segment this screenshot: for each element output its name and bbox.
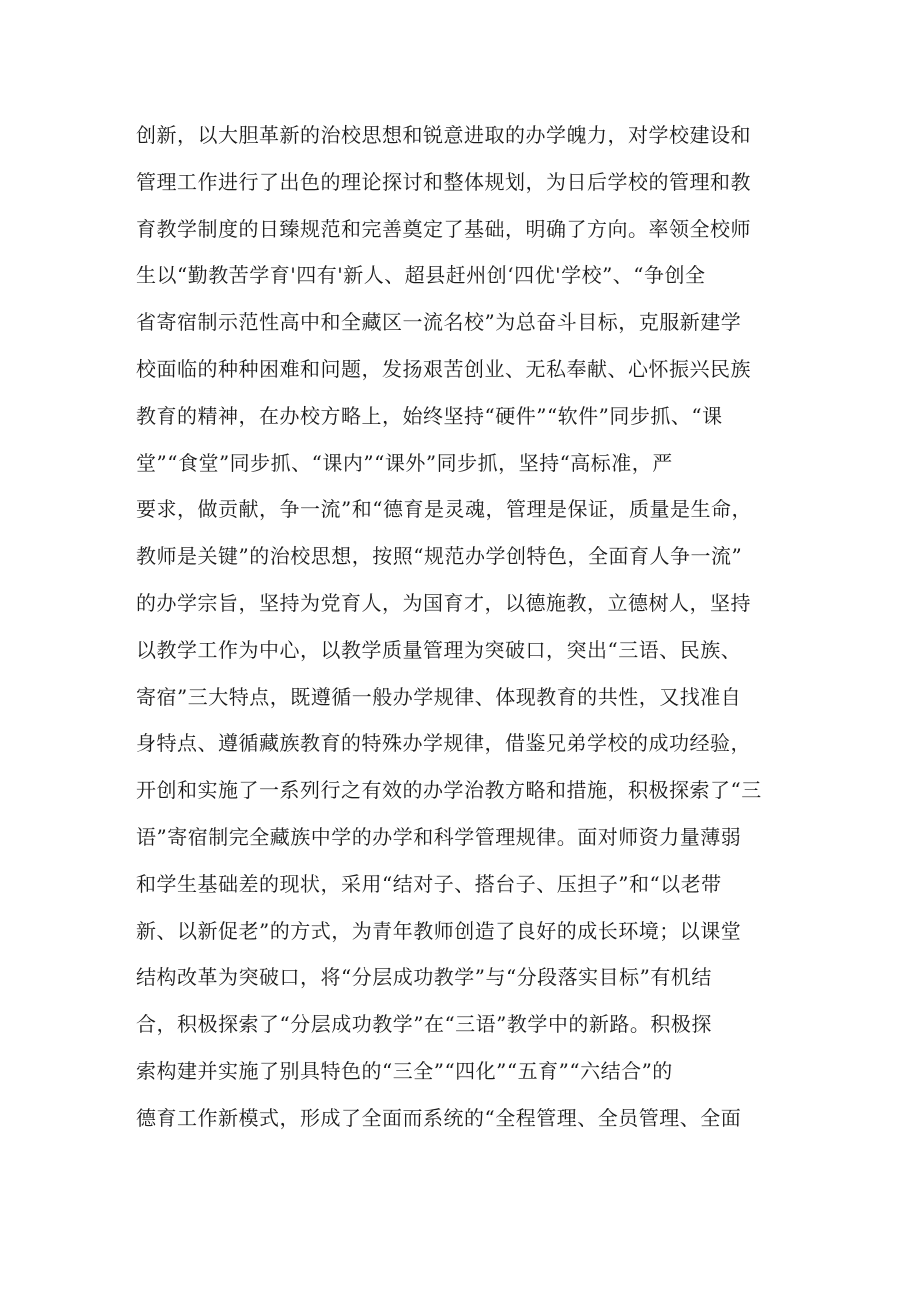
body-paragraph [136, 112, 796, 1142]
text-line: 教师是关键”的治校思想，按照“规范办学创特色，全面育人争一流” [136, 544, 743, 569]
text-line: 新、以新促老”的方式，为青年教师创造了良好的成长环境；以课堂 [136, 918, 742, 943]
text-line: 身特点、遵循藏族教育的特殊办学规律，借鉴兄弟学校的成功经验， [136, 731, 751, 756]
text-line: 寄宿”三大特点，既遵循一般办学规律、体现教育的共性，又找准自 [136, 684, 742, 709]
text-line: 堂”“食堂”同步抓、“课内”“课外”同步抓，坚持“高标准，严 [136, 450, 673, 475]
text-line: 德育工作新模式，形成了全面而系统的“全程管理、全员管理、全面 [136, 1105, 742, 1130]
text-line: 要求，做贡献，争一流”和“德育是灵魂，管理是保证，质量是生命， [136, 497, 752, 522]
text-line: 教育的精神，在办校方略上，始终坚持“硬件”“软件”同步抓、“课 [136, 403, 723, 428]
text-line: 以教学工作为中心，以教学质量管理为突破口，突出“三语、民族、 [136, 637, 742, 662]
text-line: 创新，以大胆革新的治校思想和锐意进取的办学魄力，对学校建设和 [136, 123, 751, 147]
text-line: 的办学宗旨，坚持为党育人，为国育才，以德施教，立德树人，坚持 [136, 590, 751, 615]
text-line: 管理工作进行了出色的理论探讨和整体规划，为日后学校的管理和教 [136, 169, 751, 194]
text-line: 育教学制度的日臻规范和完善奠定了基础，明确了方向。率领全校师 [136, 216, 751, 241]
text-line: 语”寄宿制完全藏族中学的办学和科学管理规律。面对师资力量薄弱 [136, 824, 742, 849]
text-line: 省寄宿制示范性高中和全藏区一流名校”为总奋斗目标，克服新建学 [136, 310, 742, 335]
text-line: 和学生基础差的现状，采用“结对子、搭台子、压担子”和“以老带 [136, 871, 722, 896]
text-line: 生以“勤教苦学育'四有'新人、超县赶州创‘四优'学校”、“争创全 [136, 263, 706, 288]
text-line: 结构改革为突破口，将“分层成功教学”与“分段落实目标”有机结 [136, 965, 712, 990]
text-line: 开创和实施了一系列行之有效的办学治教方略和措施，积极探索了“三 [136, 778, 762, 803]
text-line: 校面临的种种困难和问题，发扬艰苦创业、无私奉献、心怀振兴民族 [136, 356, 751, 381]
text-line: 索构建并实施了别具特色的“三全”“四化”“五育”“六结合”的 [136, 1058, 673, 1083]
text-line: 合，积极探索了“分层成功教学”在“三语”教学中的新路。积极探 [136, 1012, 712, 1037]
